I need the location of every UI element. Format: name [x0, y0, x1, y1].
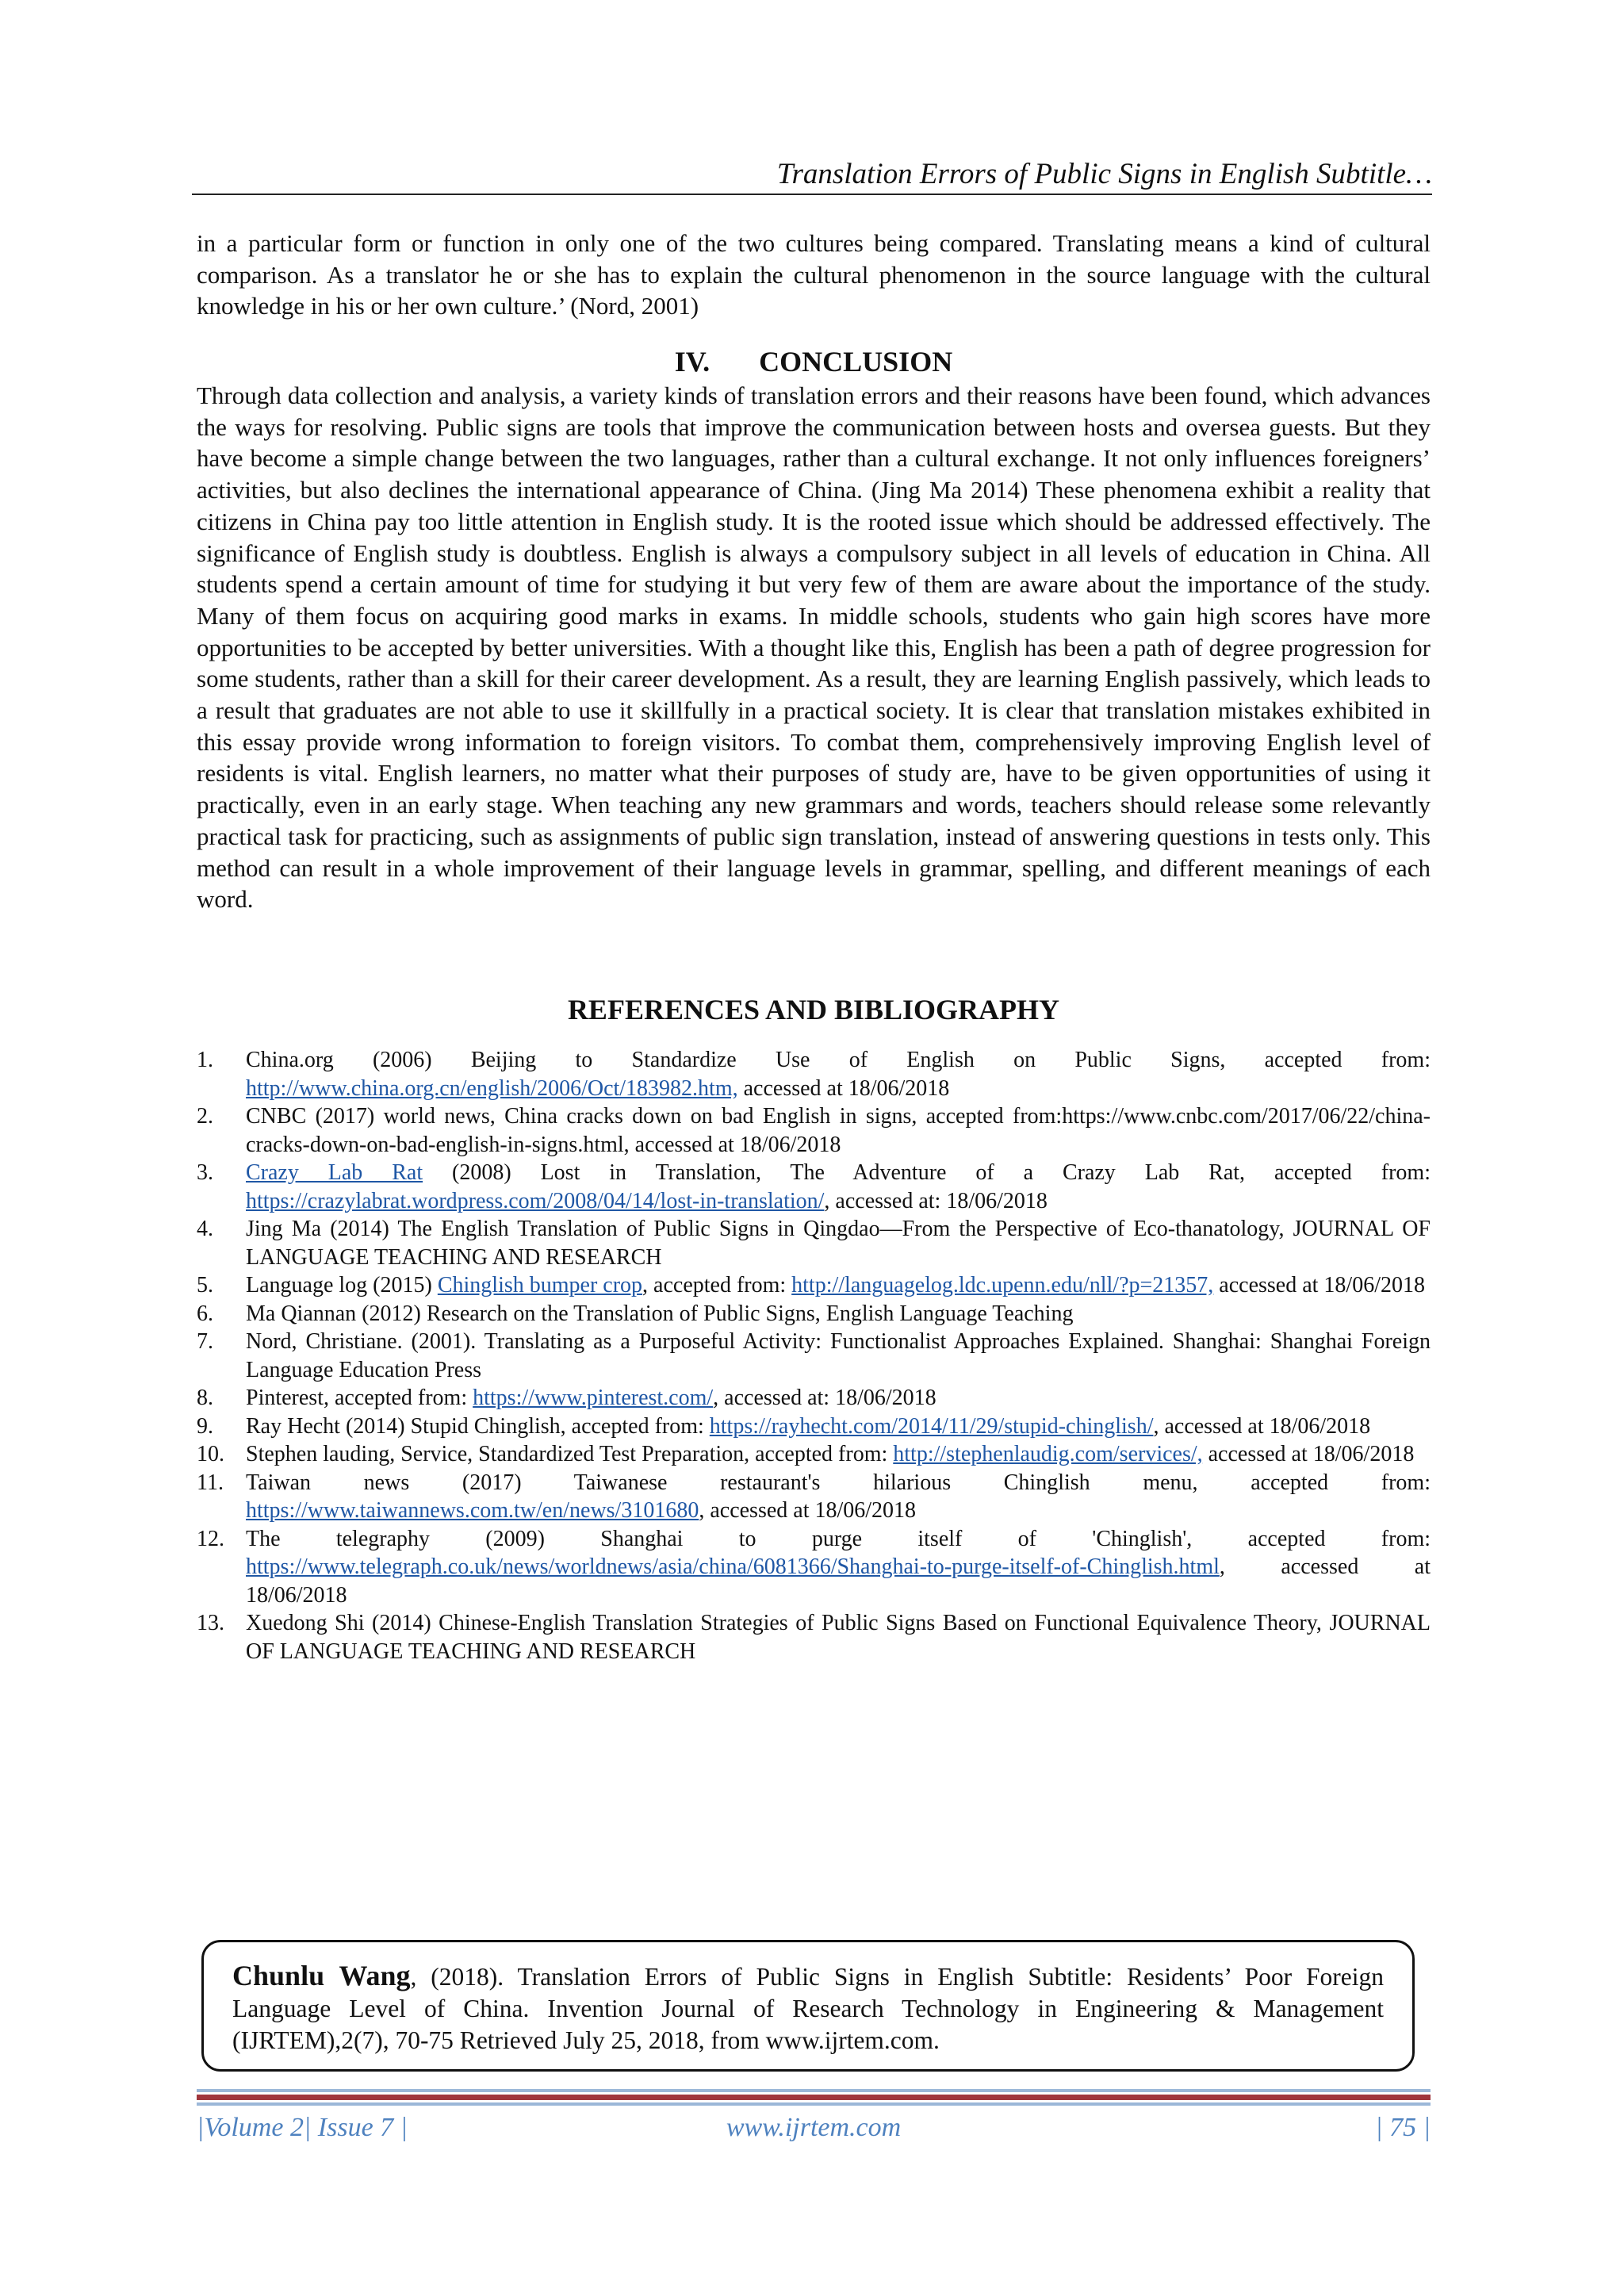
section-title: CONCLUSION [759, 346, 953, 378]
citation-box [201, 1940, 1415, 2072]
intro-text: in a particular form or function in only one of the two cultures being compared. Translating means a kind of cultural comparison. As a translator he or she has to explain the cultural phenomenon in the source language with the cultural knowledge in his or her own culture.’ (Nord, 2001) [197, 229, 1431, 320]
reference-link[interactable]: http://languagelog.ldc.upenn.edu/nll/?p=21357, [791, 1273, 1214, 1297]
reference-item-6: 6. Ma Qiannan (2012) Research on the Translation of Public Signs, English Language Teaching [197, 1301, 1074, 1326]
reference-item-13: 13. Xuedong Shi (2014) Chinese-English Translation Strategies of Public Signs Based on Functional Equivalence Theory, JOURNAL OF LANGUAGE TEACHING AND RESEARCH [197, 1611, 1431, 1664]
reference-link[interactable]: https://www.taiwannews.com.tw/en/news/3101680 [246, 1498, 699, 1523]
citation-author: Chunlu Wang [232, 1960, 411, 1991]
reference-item-8: 8. Pinterest, accepted from: https://www.pinterest.com/, accessed at: 18/06/2018 [197, 1386, 936, 1410]
citation-text: , (2018). Translation Errors of Public Signs in English Subtitle: Residents’ Poor Foreign Language Level of China. Invention Journal of Research Technology in Engineering & Management (IJRTEM),2(7), 70-75 Retrieved July 25, 2018, from www.ijrtem.com. [232, 1963, 1384, 2054]
footer-rule-top [197, 2089, 1431, 2092]
reference-link[interactable]: https://crazylabrat.wordpress.com/2008/04/14/lost-in-translation/ [246, 1188, 825, 1213]
reference-link[interactable]: http://www.china.org.cn/english/2006/Oct/183982.htm, [246, 1075, 738, 1101]
reference-link[interactable]: Chinglish bumper crop [437, 1273, 643, 1297]
header-rule [192, 194, 1432, 195]
footer-page-number: | 75 | [1375, 2113, 1431, 2142]
footer-rule-middle [197, 2095, 1431, 2100]
conclusion-text: Through data collection and analysis, a variety kinds of translation errors and their reasons have been found, which advances the ways for resolving. Public signs are tools that improve the communication between hosts and oversea guests. But they have become a simple change between the two languages, rather than a cultural exchange. It not only influences foreigners’ activities, but also declines the international appearance of China. (Jing Ma 2014) These phenomena exhibit a reality that citizens in China pay too little attention in English study. It is the rooted issue which should be addressed effectively. The significance of English study is doubtless. English is always a compulsory subject in all levels of education in China. All students spend a certain amount of time for studying it but very few of them are aware about the importance of the study. Many of them focus on acquiring good marks in exams. In middle schools, students who gain high scores have more opportunities to be accepted by better universities. With a thought like this, English has been a path of degree progression for some students, rather than a skill for their career development. As a result, they are learning English passively, which leads to a result that graduates are not able to use it skillfully in a practical society. It is clear that translation mistakes exhibited in this essay provide wrong information to foreign visitors. To combat them, comprehensively improving English level of residents is vital. English learners, no matter what their purposes of study are, have to be given opportunities of using it practically, even in an early stage. When teaching any new grammars and words, teachers should release some relevantly practical task for practicing, such as assignments of public sign translation, instead of answering questions in tests only. This method can result in a whole improvement of their language levels in grammar, spelling, and different meanings of each word. [197, 381, 1431, 914]
reference-item-10: 10. Stephen lauding, Service, Standardized Test Preparation, accepted from: http://stephenlaudig.com/services/, accessed at 18/06/2018 [197, 1442, 1415, 1466]
reference-item-9: 9. Ray Hecht (2014) Stupid Chinglish, accepted from: https://rayhecht.com/2014/11/29/stupid-chinglish/, accessed at 18/06/2018 [197, 1413, 1371, 1439]
reference-link[interactable]: Crazy Lab Rat [246, 1160, 423, 1185]
reference-item-3: 3. Crazy Lab Rat (2008) Lost in Translation, The Adventure of a Crazy Lab Rat, accepted from: https://crazylabrat.wordpress.com/2008/04/14/lost-in-translation/, accessed at: 18/06/2018 [197, 1160, 1431, 1213]
intro-paragraph [197, 228, 1431, 322]
footer-volume-issue: |Volume 2| Issue 7 | [197, 2113, 408, 2142]
reference-item-7: 7. Nord, Christiane. (2001). Translating as a Purposeful Activity: Functionalist Approaches Explained. Shanghai: Shanghai Foreign Language Education Press [197, 1329, 1431, 1382]
conclusion-paragraph [197, 380, 1431, 915]
reference-item-2: 2. CNBC (2017) world news, China cracks down on bad English in signs, accepted from:https://www.cnbc.com/2017/06/22/china-cracks-down-on-bad-english-in-signs.html, accessed at 18/06/2018 [197, 1104, 1431, 1157]
reference-link[interactable]: https://rayhecht.com/2014/11/29/stupid-chinglish/ [709, 1413, 1154, 1439]
reference-link[interactable]: https://www.pinterest.com/ [473, 1386, 714, 1410]
footer-rule-bottom [197, 2102, 1431, 2106]
reference-item-5: 5. Language log (2015) Chinglish bumper crop, accepted from: http://languagelog.ldc.upenn.edu/nll/?p=21357, accessed at 18/06/2018 [197, 1273, 1425, 1297]
reference-item-11: 11. Taiwan news (2017) Taiwanese restaurant's hilarious Chinglish menu, accepted from: https://www.taiwannews.com.tw/en/news/3101680, accessed at 18/06/2018 [197, 1470, 1431, 1523]
reference-item-12: 12. The telegraphy (2009) Shanghai to purge itself of 'Chinglish', accepted from: https://www.telegraph.co.uk/news/worldnews/asia/china/6081366/Shanghai-to-purge-itself-of-Chinglish.html, accessed at 18/06/2018 [197, 1526, 1431, 1608]
running-head: Translation Errors of Public Signs in English Subtitle… [776, 158, 1432, 190]
page-footer [197, 2110, 1431, 2146]
reference-item-1: 1. China.org (2006) Beijing to Standardize Use of English on Public Signs, accepted from: http://www.china.org.cn/english/2006/Oct/183982.htm, accessed at 18/06/2018 [197, 1048, 1431, 1101]
reference-item-4: 4. Jing Ma (2014) The English Translation of Public Signs in Qingdao—From the Perspective of Eco-thanatology, JOURNAL OF LANGUAGE TEACHING AND RESEARCH [197, 1217, 1431, 1270]
reference-link[interactable]: https://www.telegraph.co.uk/news/worldnews/asia/china/6081366/Shanghai-to-purge-itself-of-Chinglish.html [246, 1554, 1220, 1579]
section-number: IV. [674, 346, 710, 378]
reference-link[interactable]: http://stephenlaudig.com/services/, [893, 1442, 1203, 1466]
references-heading: REFERENCES AND BIBLIOGRAPHY [567, 994, 1060, 1025]
footer-website[interactable]: www.ijrtem.com [726, 2113, 902, 2142]
conclusion-heading [197, 343, 1431, 380]
reference-list [197, 1046, 1431, 1665]
